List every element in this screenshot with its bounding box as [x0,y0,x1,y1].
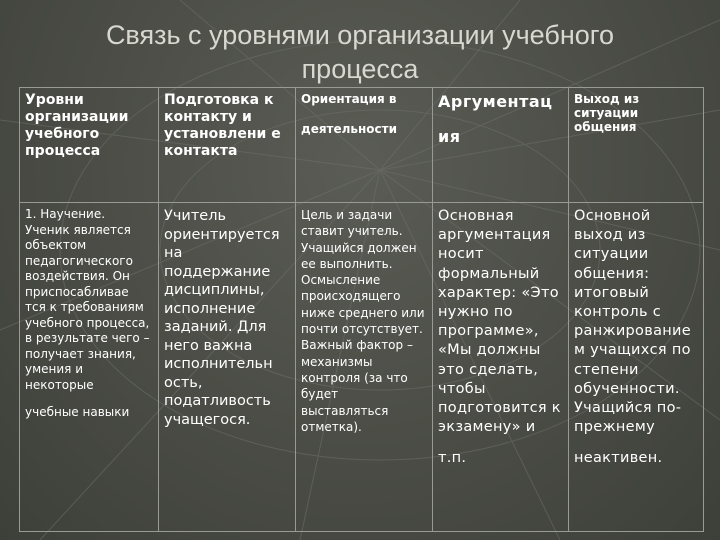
header-orientation-part2: деятельности [301,122,398,136]
cell-argumentation [433,203,569,532]
contact-text: Учитель ориентируется на поддержание дисциплины, исполнение заданий. Для него важна исполнительн ость, податливость учащегося. [164,208,280,428]
cell-levels [20,203,159,532]
exit-text-tail: неактивен. [574,450,663,467]
header-cell-levels [20,88,159,203]
header-cell-orientation [296,88,433,203]
header-cell-exit [569,88,704,203]
argumentation-text: Основная аргументация носит формальный характер: «Это нужно по программе», «Мы должны это сделать, чтобы подготовится к экзамену» и [438,208,561,436]
exit-text: Основной выход из ситуации общения: итоговый контроль с ранжирование м учащихся по степени обученности. Учащийся по-прежнему [574,208,691,436]
header-exit: Выход из ситуации общения [574,92,640,134]
title-line-2: процесса [301,54,419,84]
page-title [0,18,720,86]
header-argumentation-part2: ия [438,127,461,146]
header-cell-argumentation [433,88,569,203]
header-argumentation-part1: Аргументац [438,92,553,111]
cell-orientation [296,203,433,532]
orientation-text: Цель и задачи ставит учитель. Учащийся должен ее выполнить. Осмысление происходящего ниже среднего или почти отсутствует. Важный фактор – механизмы контроля (за что будет выставляться отметка). [301,208,425,434]
header-cell-contact [159,88,296,203]
table-header-row [20,88,704,203]
comparison-table [19,87,704,532]
table-row [20,203,704,532]
header-levels: Уровни организации учебного процесса [25,92,129,159]
levels-text-tail: учебные навыки [25,405,130,419]
header-orientation-part1: Ориентация в [301,92,397,106]
cell-exit [569,203,704,532]
title-line-1: Связь с уровнями организации учебного [105,20,615,50]
header-contact: Подготовка к контакту и установлени е контакта [164,92,281,159]
cell-contact [159,203,296,532]
levels-text: 1. Научение. Ученик является объектом педагогического воздействия. Он приспосабливае тся к требованиям учебного процесса, в результате чего – получает знания, умения и некоторые [25,207,150,392]
argumentation-text-tail: т.п. [438,450,467,467]
